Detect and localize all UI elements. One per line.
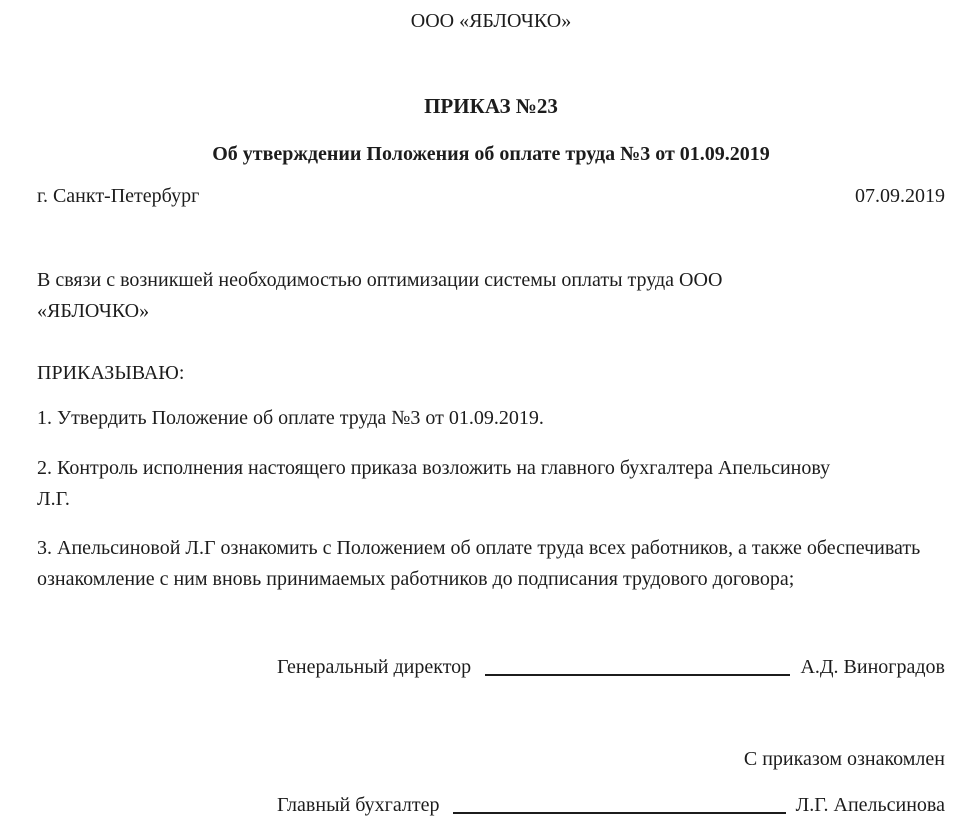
- signature-name-accountant: Л.Г. Апельсинова: [795, 794, 945, 816]
- signature-line-director: [485, 673, 790, 676]
- order-item-2: 2. Контроль исполнения настоящего приказа возложить на главного бухгалтера Апельсинову Л.Г.: [37, 457, 831, 510]
- acknowledgment-text: С приказом ознакомлен: [743, 748, 945, 770]
- city-label: г. Санкт-Петербург: [37, 185, 200, 207]
- signature-row-director: [277, 654, 945, 680]
- order-title: ПРИКАЗ №23: [424, 94, 558, 118]
- order-item-3: 3. Апельсиновой Л.Г ознакомить с Положением об оплате труда всех работников, а также обеспечивать ознакомление с ним вновь принимаемых работников до подписания трудового договора;: [37, 537, 921, 590]
- order-date: 07.09.2019: [855, 185, 945, 207]
- company-name: ООО «ЯБЛОЧКО»: [410, 10, 572, 32]
- signature-title-director: Генеральный директор: [277, 656, 472, 678]
- order-subject: Об утверждении Положения об оплате труда №3 от 01.09.2019: [212, 143, 770, 165]
- directive-word: ПРИКАЗЫВАЮ:: [37, 362, 185, 384]
- order-item-1: 1. Утвердить Положение об оплате труда №3 от 01.09.2019.: [37, 407, 544, 429]
- intro-paragraph: В связи с возникшей необходимостью оптимизации системы оплаты труда ООО «ЯБЛОЧКО»: [37, 269, 723, 322]
- signature-title-accountant: Главный бухгалтер: [277, 794, 440, 816]
- signature-name-director: А.Д. Виноградов: [800, 656, 945, 678]
- city-date-row: [37, 183, 945, 209]
- signature-row-accountant: [277, 792, 945, 818]
- signature-line-accountant: [453, 811, 785, 814]
